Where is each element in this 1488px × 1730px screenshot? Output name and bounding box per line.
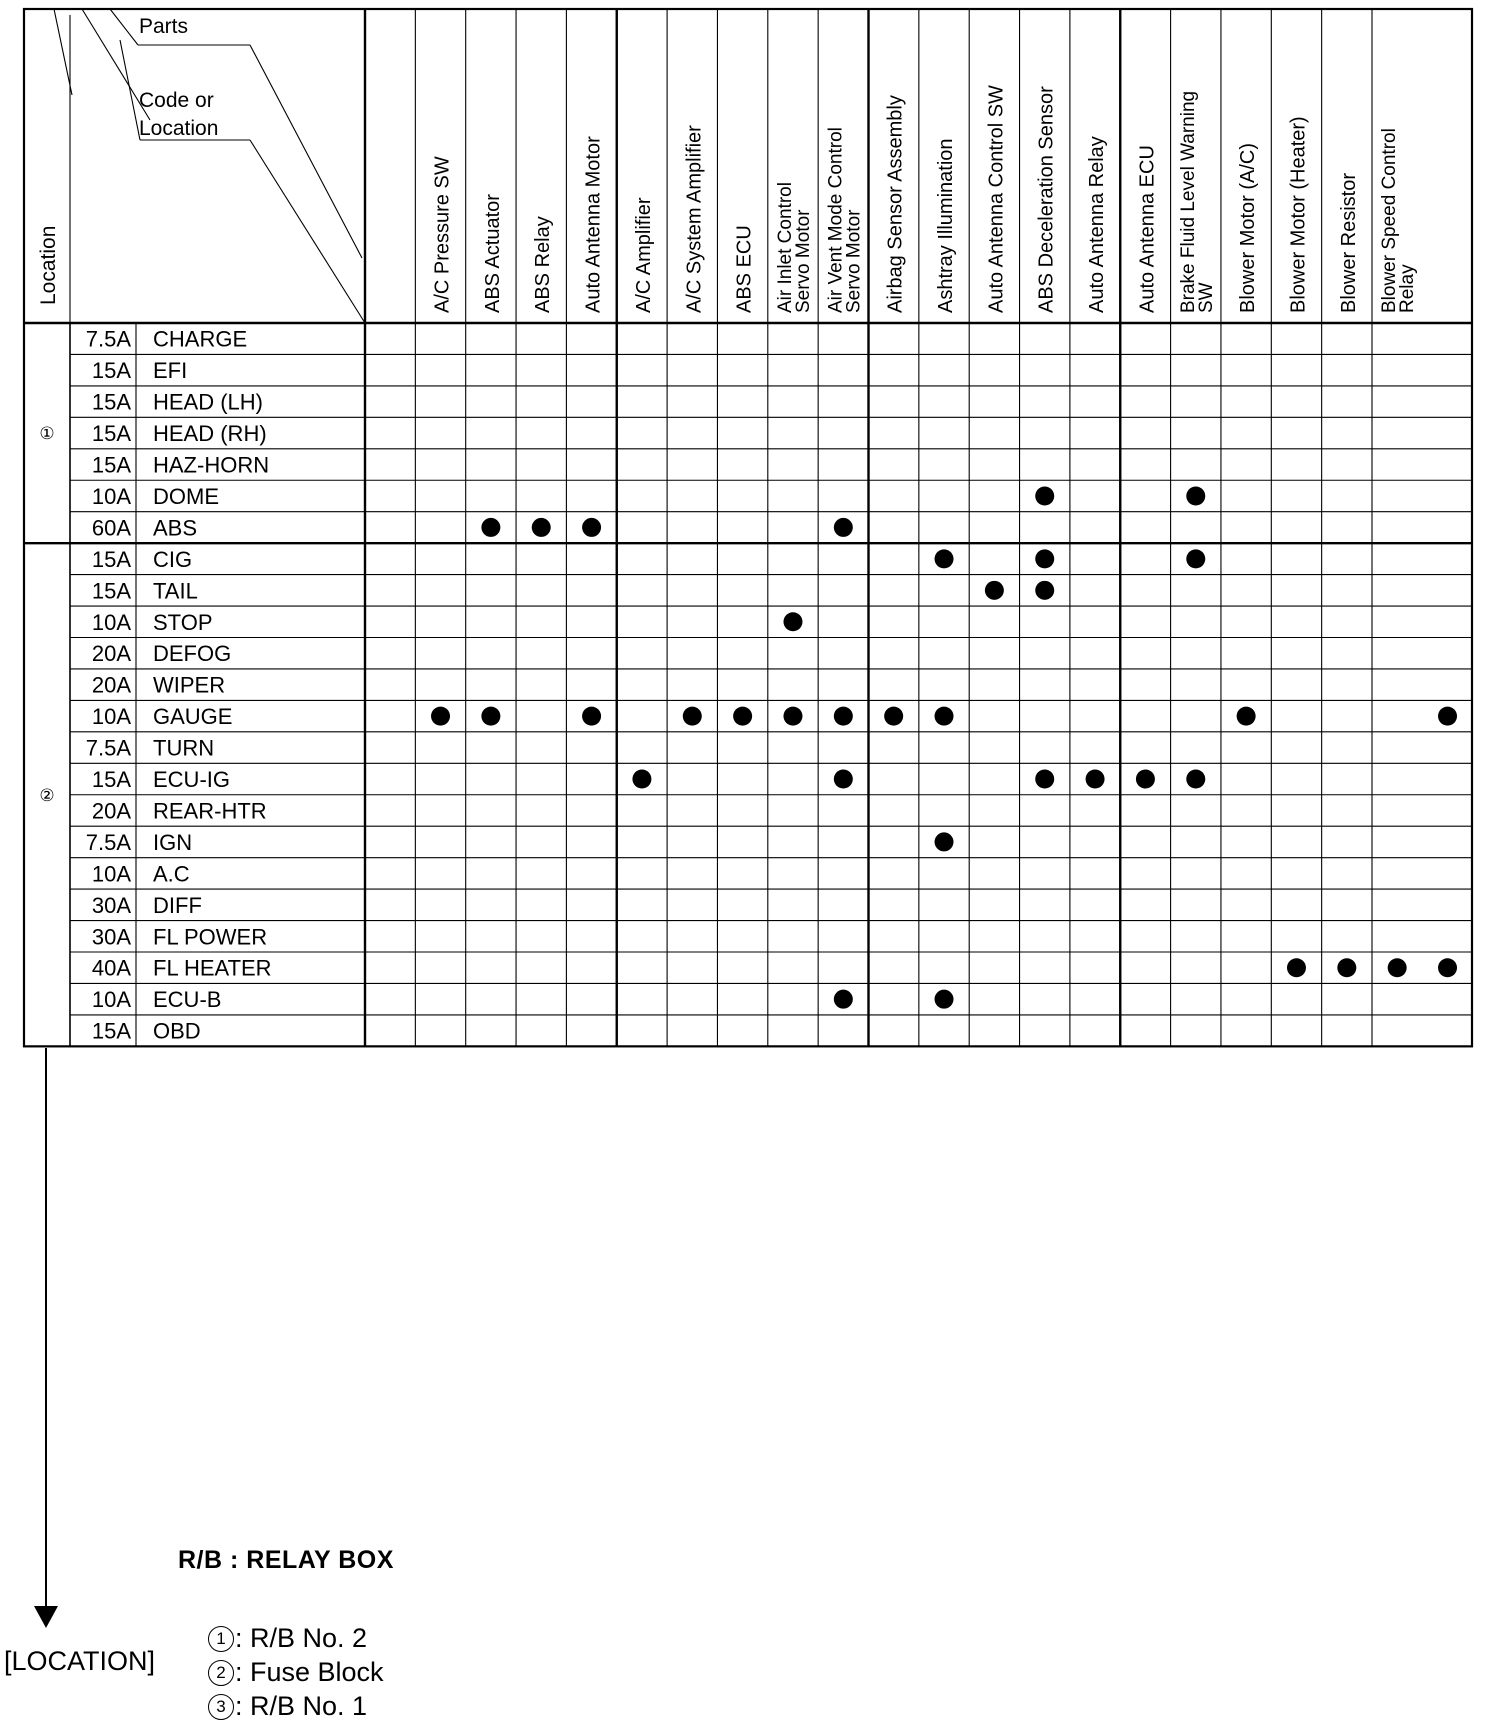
- connection-dot: [632, 770, 651, 789]
- connection-dot: [1438, 707, 1457, 726]
- legend-text: : R/B No. 1: [235, 1691, 368, 1721]
- location-header-label: Location: [37, 225, 60, 305]
- fuse-amp: 10A: [91, 704, 131, 730]
- header-diagonal: [110, 9, 138, 45]
- connection-dot: [1186, 549, 1205, 568]
- connection-dot: [985, 581, 1004, 600]
- location-arrow-icon: [34, 1606, 58, 1628]
- fuse-amp: 30A: [91, 924, 131, 950]
- group-location-marker: ①: [39, 424, 55, 444]
- fuse-name: TURN: [153, 735, 215, 761]
- fuse-amp: 7.5A: [85, 829, 131, 855]
- part-name: Auto Antenna Control SW: [985, 85, 1008, 313]
- connection-dot: [884, 707, 903, 726]
- legend-item: [208, 1689, 384, 1723]
- connection-dot: [481, 518, 500, 537]
- connection-dot: [834, 990, 853, 1009]
- part-name: ABS ECU: [733, 225, 756, 313]
- part-name: ABS Deceleration Sensor: [1035, 86, 1058, 313]
- connection-dot: [683, 707, 702, 726]
- fuse-name: A.C: [153, 861, 190, 887]
- part-name: Relay: [1397, 264, 1419, 313]
- part-name: Auto Antenna ECU: [1136, 145, 1159, 313]
- fuse-amp: 30A: [91, 892, 131, 918]
- connection-dot: [481, 707, 500, 726]
- fuse-amp: 15A: [91, 389, 131, 415]
- fuse-amp: 20A: [91, 798, 131, 824]
- fuse-name: GAUGE: [153, 704, 233, 730]
- fuse-name: CHARGE: [153, 326, 248, 352]
- legend-symbol: 2: [208, 1660, 234, 1686]
- fuse-amp: 60A: [91, 515, 131, 541]
- connection-dot: [1388, 958, 1407, 977]
- legend-list: [208, 1621, 384, 1723]
- fuse-name: TAIL: [153, 578, 198, 604]
- connection-dot: [1438, 958, 1457, 977]
- connection-dot: [733, 707, 752, 726]
- part-name: Servo Motor: [792, 209, 814, 313]
- fuse-name: HEAD (RH): [153, 421, 267, 447]
- connection-dot: [582, 518, 601, 537]
- part-name: Brake Fluid Level Warning: [1177, 90, 1199, 313]
- connection-dot: [1035, 549, 1054, 568]
- part-name: Auto Antenna Relay: [1086, 136, 1109, 313]
- connection-dot: [1186, 486, 1205, 505]
- fuse-name: ABS: [153, 515, 198, 541]
- connection-dot: [935, 832, 954, 851]
- fuse-name: ECU-B: [153, 987, 222, 1013]
- fuse-amp: 15A: [91, 421, 131, 447]
- code-or-location-label: Code or: [139, 89, 214, 112]
- legend-text: : R/B No. 2: [235, 1623, 368, 1653]
- connection-dot: [935, 549, 954, 568]
- connection-dot: [1287, 958, 1306, 977]
- fuse-amp: 10A: [91, 483, 131, 509]
- connection-dot: [1237, 707, 1256, 726]
- header-diagonal: [250, 45, 362, 258]
- part-name: Blower Motor (A/C): [1237, 142, 1260, 313]
- part-name: A/C Pressure SW: [431, 156, 454, 313]
- part-name: ABS Relay: [532, 216, 555, 313]
- part-name: Ashtray Illumination: [935, 138, 958, 313]
- connection-dot: [935, 990, 954, 1009]
- connection-dot: [1035, 486, 1054, 505]
- group-location-marker: ②: [39, 785, 55, 805]
- legend-symbol: 3: [208, 1694, 234, 1720]
- fuse-name: ECU-IG: [153, 767, 230, 793]
- connection-dot: [1086, 770, 1105, 789]
- connection-dot: [834, 770, 853, 789]
- legend-text: : Fuse Block: [235, 1657, 384, 1687]
- part-name: Blower Resistor: [1337, 172, 1360, 313]
- fuse-name: DOME: [153, 483, 219, 509]
- fuse-amp: 7.5A: [85, 735, 131, 761]
- header-diagonal: [120, 40, 140, 140]
- connection-dot: [1035, 581, 1054, 600]
- fuse-amp: 15A: [91, 546, 131, 572]
- fuse-amp: 15A: [91, 452, 131, 478]
- code-or-location-label: Location: [139, 117, 219, 140]
- fuse-name: EFI: [153, 358, 188, 384]
- legend-title: R/B : RELAY BOX: [178, 1546, 394, 1574]
- legend-symbol: 1: [208, 1626, 234, 1652]
- fuse-amp: 7.5A: [85, 326, 131, 352]
- connection-dot: [1136, 770, 1155, 789]
- connection-dot: [935, 707, 954, 726]
- connection-dot: [834, 707, 853, 726]
- connection-dot: [582, 707, 601, 726]
- part-name: Auto Antenna Motor: [582, 136, 605, 313]
- fuse-name: WIPER: [153, 672, 226, 698]
- fuse-amp: 20A: [91, 672, 131, 698]
- part-name: ABS Actuator: [481, 194, 504, 313]
- fuse-name: OBD: [153, 1018, 201, 1044]
- fuse-amp: 40A: [91, 955, 131, 981]
- connection-dot: [1186, 770, 1205, 789]
- fuse-name: IGN: [153, 829, 193, 855]
- location-arrow-line: [45, 1048, 47, 1608]
- legend-item: [208, 1621, 384, 1655]
- part-name: SW: [1195, 282, 1217, 313]
- fuse-amp: 10A: [91, 609, 131, 635]
- connection-dot: [783, 612, 802, 631]
- part-name: A/C System Amplifier: [683, 125, 706, 313]
- part-name: Servo Motor: [843, 209, 865, 313]
- fuse-name: DEFOG: [153, 641, 232, 667]
- fuse-name: HAZ-HORN: [153, 452, 270, 478]
- fuse-name: REAR-HTR: [153, 798, 267, 824]
- connection-dot: [783, 707, 802, 726]
- fuse-amp: 15A: [91, 578, 131, 604]
- connection-dot: [1035, 770, 1054, 789]
- fuse-name: CIG: [153, 546, 193, 572]
- fuse-name: HEAD (LH): [153, 389, 264, 415]
- connection-dot: [834, 518, 853, 537]
- connection-dot: [431, 707, 450, 726]
- fuse-name: DIFF: [153, 892, 202, 918]
- legend-location-label: [LOCATION]: [4, 1646, 156, 1676]
- header-diagonal: [54, 9, 72, 95]
- part-name: Air Vent Mode Control: [825, 127, 847, 313]
- connection-dot: [532, 518, 551, 537]
- fuse-amp: 10A: [91, 987, 131, 1013]
- fuse-amp: 15A: [91, 767, 131, 793]
- part-name: Blower Motor (Heater): [1287, 116, 1310, 313]
- legend-item: [208, 1655, 384, 1689]
- part-name: Airbag Sensor Assembly: [884, 95, 907, 313]
- part-name: Air Inlet Control: [774, 182, 796, 313]
- fuse-amp: 15A: [91, 1018, 131, 1044]
- part-name: A/C Amplifier: [632, 197, 655, 313]
- fuse-name: FL HEATER: [153, 955, 272, 981]
- part-name: Blower Speed Control: [1379, 128, 1401, 313]
- parts-label: Parts: [139, 15, 189, 38]
- fuse-amp: 15A: [91, 358, 131, 384]
- fuse-name: STOP: [153, 609, 213, 635]
- fuse-amp: 20A: [91, 641, 131, 667]
- fuse-name: FL POWER: [153, 924, 268, 950]
- fuse-amp: 10A: [91, 861, 131, 887]
- connection-dot: [1337, 958, 1356, 977]
